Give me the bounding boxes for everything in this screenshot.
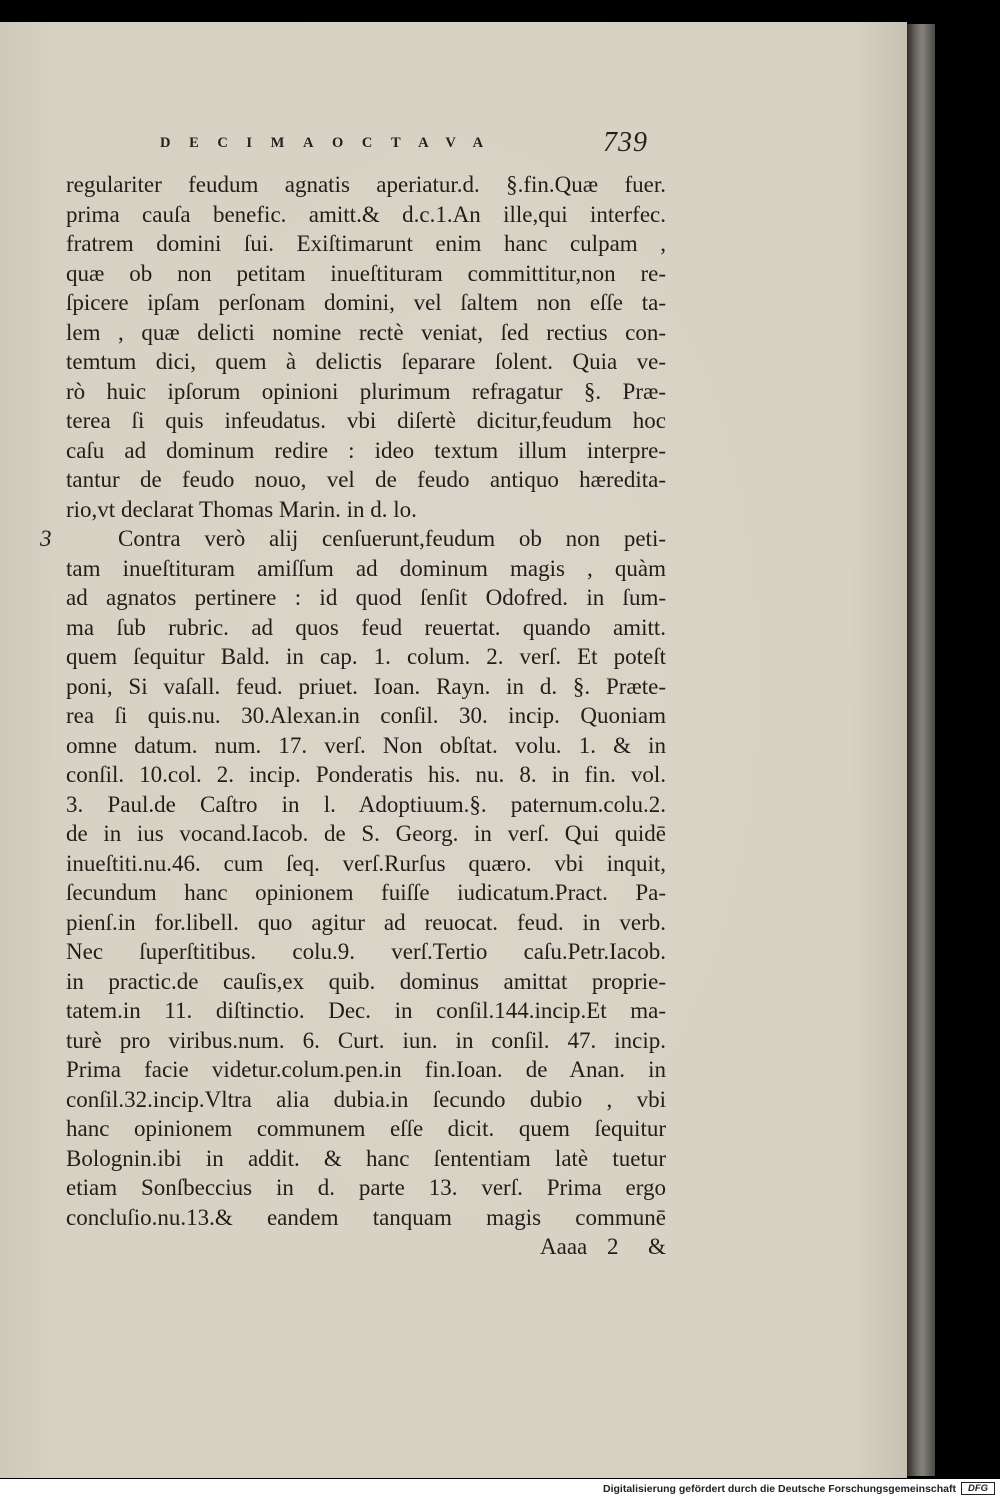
text-line: omne datum. num. 17. verſ. Non obſtat. volu. 1. & in xyxy=(66,732,666,758)
text-line: rò huic ipſorum opinioni plurimum refragatur §. Præ- xyxy=(66,378,666,404)
text-line: pienſ.in for.libell. quo agitur ad reuocat. feud. in verb. xyxy=(66,909,666,935)
text-line: Bolognin.ibi in addit. & hanc ſententiam latè tuetur xyxy=(66,1145,666,1171)
text-line: Contra verò alij cenſuerunt,feudum ob non peti- xyxy=(118,526,666,551)
paragraph-2 xyxy=(66,524,666,1232)
signature-mark: Aaaa 2 xyxy=(540,1234,619,1259)
body-text xyxy=(66,170,666,1232)
text-line: quæ ob non petitam inueſtituram committitur,non re- xyxy=(66,260,666,286)
text-line: ſpicere ipſam perſonam domini, vel ſaltem non eſſe ta- xyxy=(66,290,666,315)
text-line: in practic.de cauſis,ex quib. dominus amittat proprie- xyxy=(66,968,666,994)
marginal-number: 3 xyxy=(40,526,52,551)
text-line: temtum dici, quem à delictis ſeparare ſolent. Quia ve- xyxy=(66,349,666,374)
catchword: & xyxy=(648,1234,666,1259)
text-line: fratrem domini ſui. Exiſtimarunt enim hanc culpam , xyxy=(66,231,666,256)
text-line: caſu ad dominum redire : ideo textum illum interpre- xyxy=(66,437,666,463)
dfg-logo-icon: DFG xyxy=(961,1482,995,1495)
running-title: DECIMAOCTAVA xyxy=(160,135,502,151)
digitization-credit-bar xyxy=(0,1479,1000,1499)
text-line: concluſio.nu.13.& eandem tanquam magis communē xyxy=(66,1204,666,1230)
text-line: etiam Sonſbeccius in d. parte 13. verſ. Prima ergo xyxy=(66,1175,666,1200)
page-number: 739 xyxy=(603,127,648,158)
credit-text: Digitalisierung gefördert durch die Deutsche Forschungsgemeinschaft xyxy=(603,1483,956,1495)
text-line: de in ius vocand.Iacob. de S. Georg. in verſ. Qui quidē xyxy=(66,821,666,846)
text-line: prima cauſa benefic. amitt.& d.c.1.An ille,qui interfec. xyxy=(66,201,666,227)
text-line: Nec ſuperſtitibus. colu.9. verſ.Tertio caſu.Petr.Iacob. xyxy=(66,939,666,964)
text-line: conſil.32.incip.Vltra alia dubia.in ſecundo dubio , vbi xyxy=(66,1086,666,1112)
text-line: quem ſequitur Bald. in cap. 1. colum. 2. verſ. Et poteſt xyxy=(66,644,666,669)
text-line: terea ſi quis infeudatus. vbi diſertè dicitur,feudum hoc xyxy=(66,408,666,433)
text-line: turè pro viribus.num. 6. Curt. iun. in conſil. 47. incip. xyxy=(66,1027,666,1053)
text-line: ma ſub rubric. ad quos feud reuertat. quando amitt. xyxy=(66,614,666,640)
text-line: tantur de feudo nouo, vel de feudo antiquo hæredita- xyxy=(66,467,666,492)
text-line: Prima facie videtur.colum.pen.in fin.Ioan. de Anan. in xyxy=(66,1057,666,1082)
text-line: lem , quæ delicti nomine rectè veniat, ſed rectius con- xyxy=(66,319,666,345)
text-line: rea ſi quis.nu. 30.Alexan.in conſil. 30. incip. Quoniam xyxy=(66,703,666,728)
text-line: tatem.in 11. diſtinctio. Dec. in conſil.144.incip.Et ma- xyxy=(66,998,666,1023)
book-edge xyxy=(907,24,935,1476)
text-line: 3. Paul.de Caſtro in l. Adoptiuum.§. paternum.colu.2. xyxy=(66,791,666,817)
text-line: conſil. 10.col. 2. incip. Ponderatis his. nu. 8. in fin. vol. xyxy=(66,762,666,787)
text-line: ad agnatos pertinere : id quod ſenſit Odofred. in ſum- xyxy=(66,585,666,610)
text-line: poni, Si vaſall. feud. priuet. Ioan. Rayn. in d. §. Præte- xyxy=(66,673,666,699)
text-line: ſecundum hanc opinionem fuiſſe iudicatum.Pract. Pa- xyxy=(66,880,666,905)
paragraph-1 xyxy=(66,170,666,524)
text-line: rio,vt declarat Thomas Marin. in d. lo. xyxy=(66,496,417,522)
text-line: regulariter feudum agnatis aperiatur.d. §.fin.Quæ fuer. xyxy=(66,172,666,197)
text-line: inueſtiti.nu.46. cum ſeq. verſ.Rurſus quæro. vbi inquit, xyxy=(66,850,666,876)
text-line: tam inueſtituram amiſſum ad dominum magis , quàm xyxy=(66,555,666,581)
text-line: hanc opinionem communem eſſe dicit. quem ſequitur xyxy=(66,1116,666,1141)
